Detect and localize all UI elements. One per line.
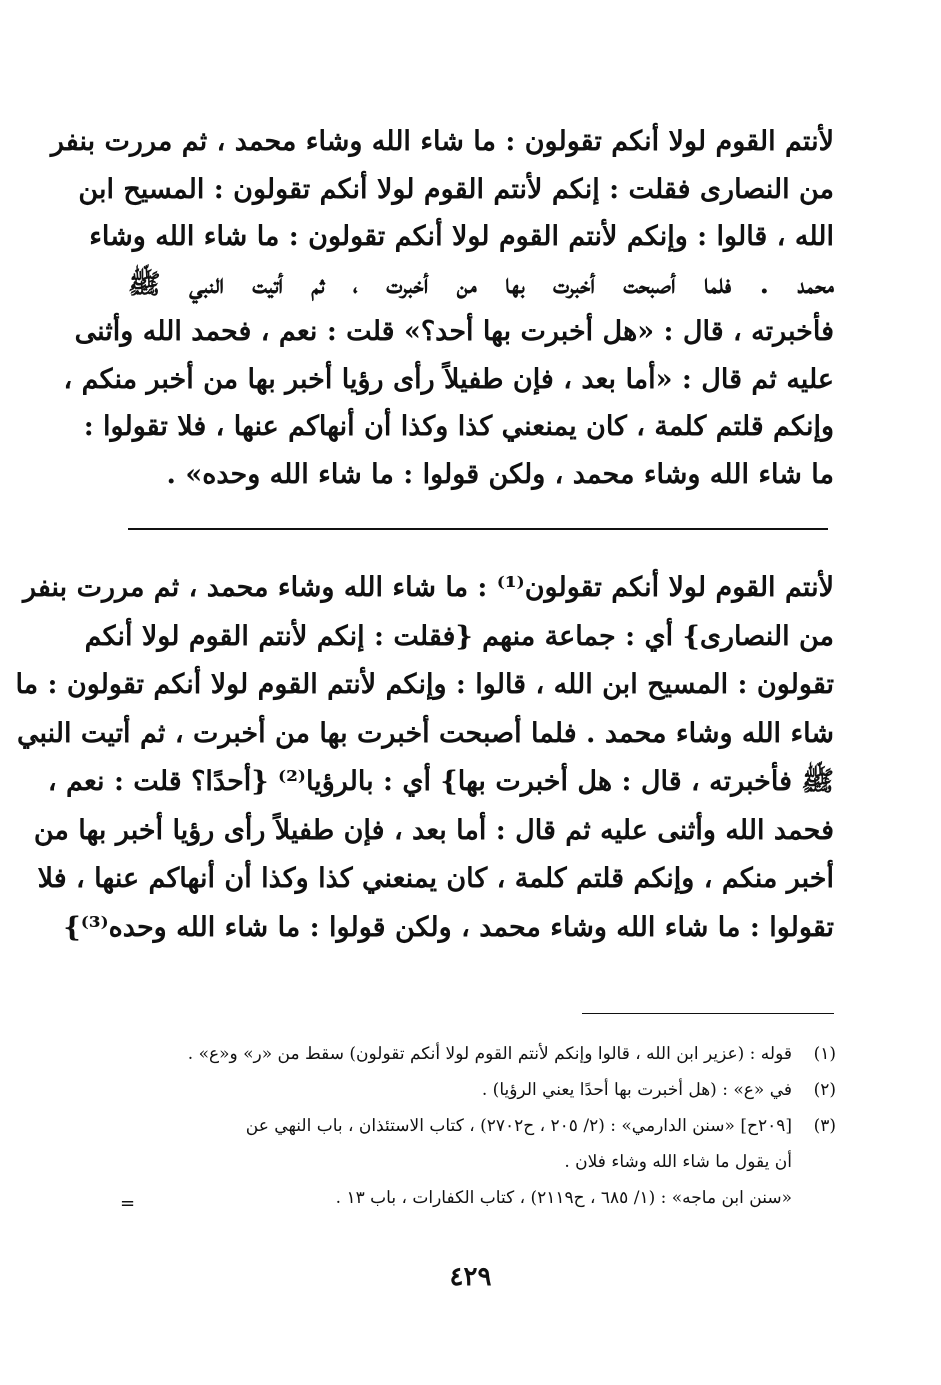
footnote-text: قوله : (عزير ابن الله ، قالوا وإنكم لأنتم القوم لولا أنكم تقولون) سقط من «ر» و«ع» .	[187, 1044, 792, 1064]
sharh-line: تقولون : المسيح ابن الله ، قالوا : وإنكم لأنتم القوم لولا أنكم تقولون : ما	[15, 669, 834, 700]
sharh-line: أخبر منكم ، وإنكم قلتم كلمة ، كان يمنعني كذا وكذا أن أنهاكم عنها ، فلا	[37, 863, 834, 894]
footnote-continuation: أن يقول ما شاء الله وشاء فلان .	[564, 1152, 792, 1172]
page-number: ٤٢٩	[449, 1262, 492, 1292]
matn-line: محمد . فلما أصبحت أخبرت بها من أخبرت ، ثم أتيت النبي ﷺ	[128, 268, 834, 300]
footnote-divider	[582, 1013, 834, 1014]
sharh-line: فحمد الله وأثنى عليه ثم قال : أما بعد ، فإن طفيلاً رأى رؤيا أخبر بها من	[33, 814, 834, 846]
matn-line: فأخبرته ، قال : «هل أخبرت بها أحد؟» قلت : نعم ، فحمد الله وأثنى	[74, 316, 834, 347]
section-divider	[128, 528, 828, 530]
matn-line: الله ، قالوا : وإنكم لأنتم القوم لولا أنكم تقولون : ما شاء الله وشاء	[89, 221, 834, 252]
sharh-line: من النصارى} أي : جماعة منهم {فقلت : إنكم لأنتم القوم لولا أنكم	[84, 620, 834, 652]
matn-line: عليه ثم قال : «أما بعد ، فإن طفيلاً رأى رؤيا أخبر بها من أخبر منكم ،	[63, 363, 834, 395]
sharh-text	[15, 564, 834, 952]
matn-line: لأنتم القوم لولا أنكم تقولون : ما شاء الله وشاء محمد ، ثم مررت بنفر	[50, 126, 834, 157]
footnote-number: (١)	[813, 1044, 836, 1064]
matn-line: من النصارى فقلت : إنكم لأنتم القوم لولا أنكم تقولون : المسيح ابن	[78, 173, 834, 205]
sharh-line: تقولوا : ما شاء الله وشاء محمد ، ولكن قولوا : ما شاء الله وحده⁽³⁾}	[63, 911, 834, 943]
sharh-line: شاء الله وشاء محمد . فلما أصبحت أخبرت بها من أخبرت ، ثم أتيت النبي	[16, 717, 834, 749]
footnote-text: في «ع» : (هل أخبرت بها أحدًا يعني الرؤيا) .	[481, 1080, 792, 1100]
footnote-item	[128, 1036, 836, 1072]
matn-line: ما شاء الله وشاء محمد ، ولكن قولوا : ما شاء الله وحده» .	[166, 458, 834, 490]
sharh-line: ﷺ فأخبرته ، قال : هل أخبرت بها} أي : بالرؤيا⁽²⁾ {أحدًا؟ قلت : نعم ،	[47, 766, 834, 797]
matn-text	[50, 118, 834, 498]
footnote-item	[128, 1108, 836, 1144]
matn-line: وإنكم قلتم كلمة ، كان يمنعني كذا وكذا أن أنهاكم عنها ، فلا تقولوا :	[83, 411, 834, 442]
footnotes	[128, 1036, 836, 1216]
continuation-mark: =	[120, 1193, 136, 1214]
footnote-number: (٣)	[813, 1116, 836, 1136]
sharh-line: لأنتم القوم لولا أنكم تقولون⁽¹⁾ : ما شاء الله وشاء محمد ، ثم مررت بنفر	[22, 572, 834, 603]
footnote-number: (٢)	[813, 1080, 836, 1100]
footnote-text: [٢٠٩ح] «سنن الدارمي» : (٢/ ٢٠٥ ، ح٢٧٠٢) ، كتاب الاستئذان ، باب النهي عن	[245, 1116, 792, 1136]
footnote-item	[128, 1072, 836, 1108]
footnote-extra-reference: «سنن ابن ماجه» : (١/ ٦٨٥ ، ح٢١١٩) ، كتاب الكفارات ، باب ١٣ .	[335, 1188, 792, 1208]
